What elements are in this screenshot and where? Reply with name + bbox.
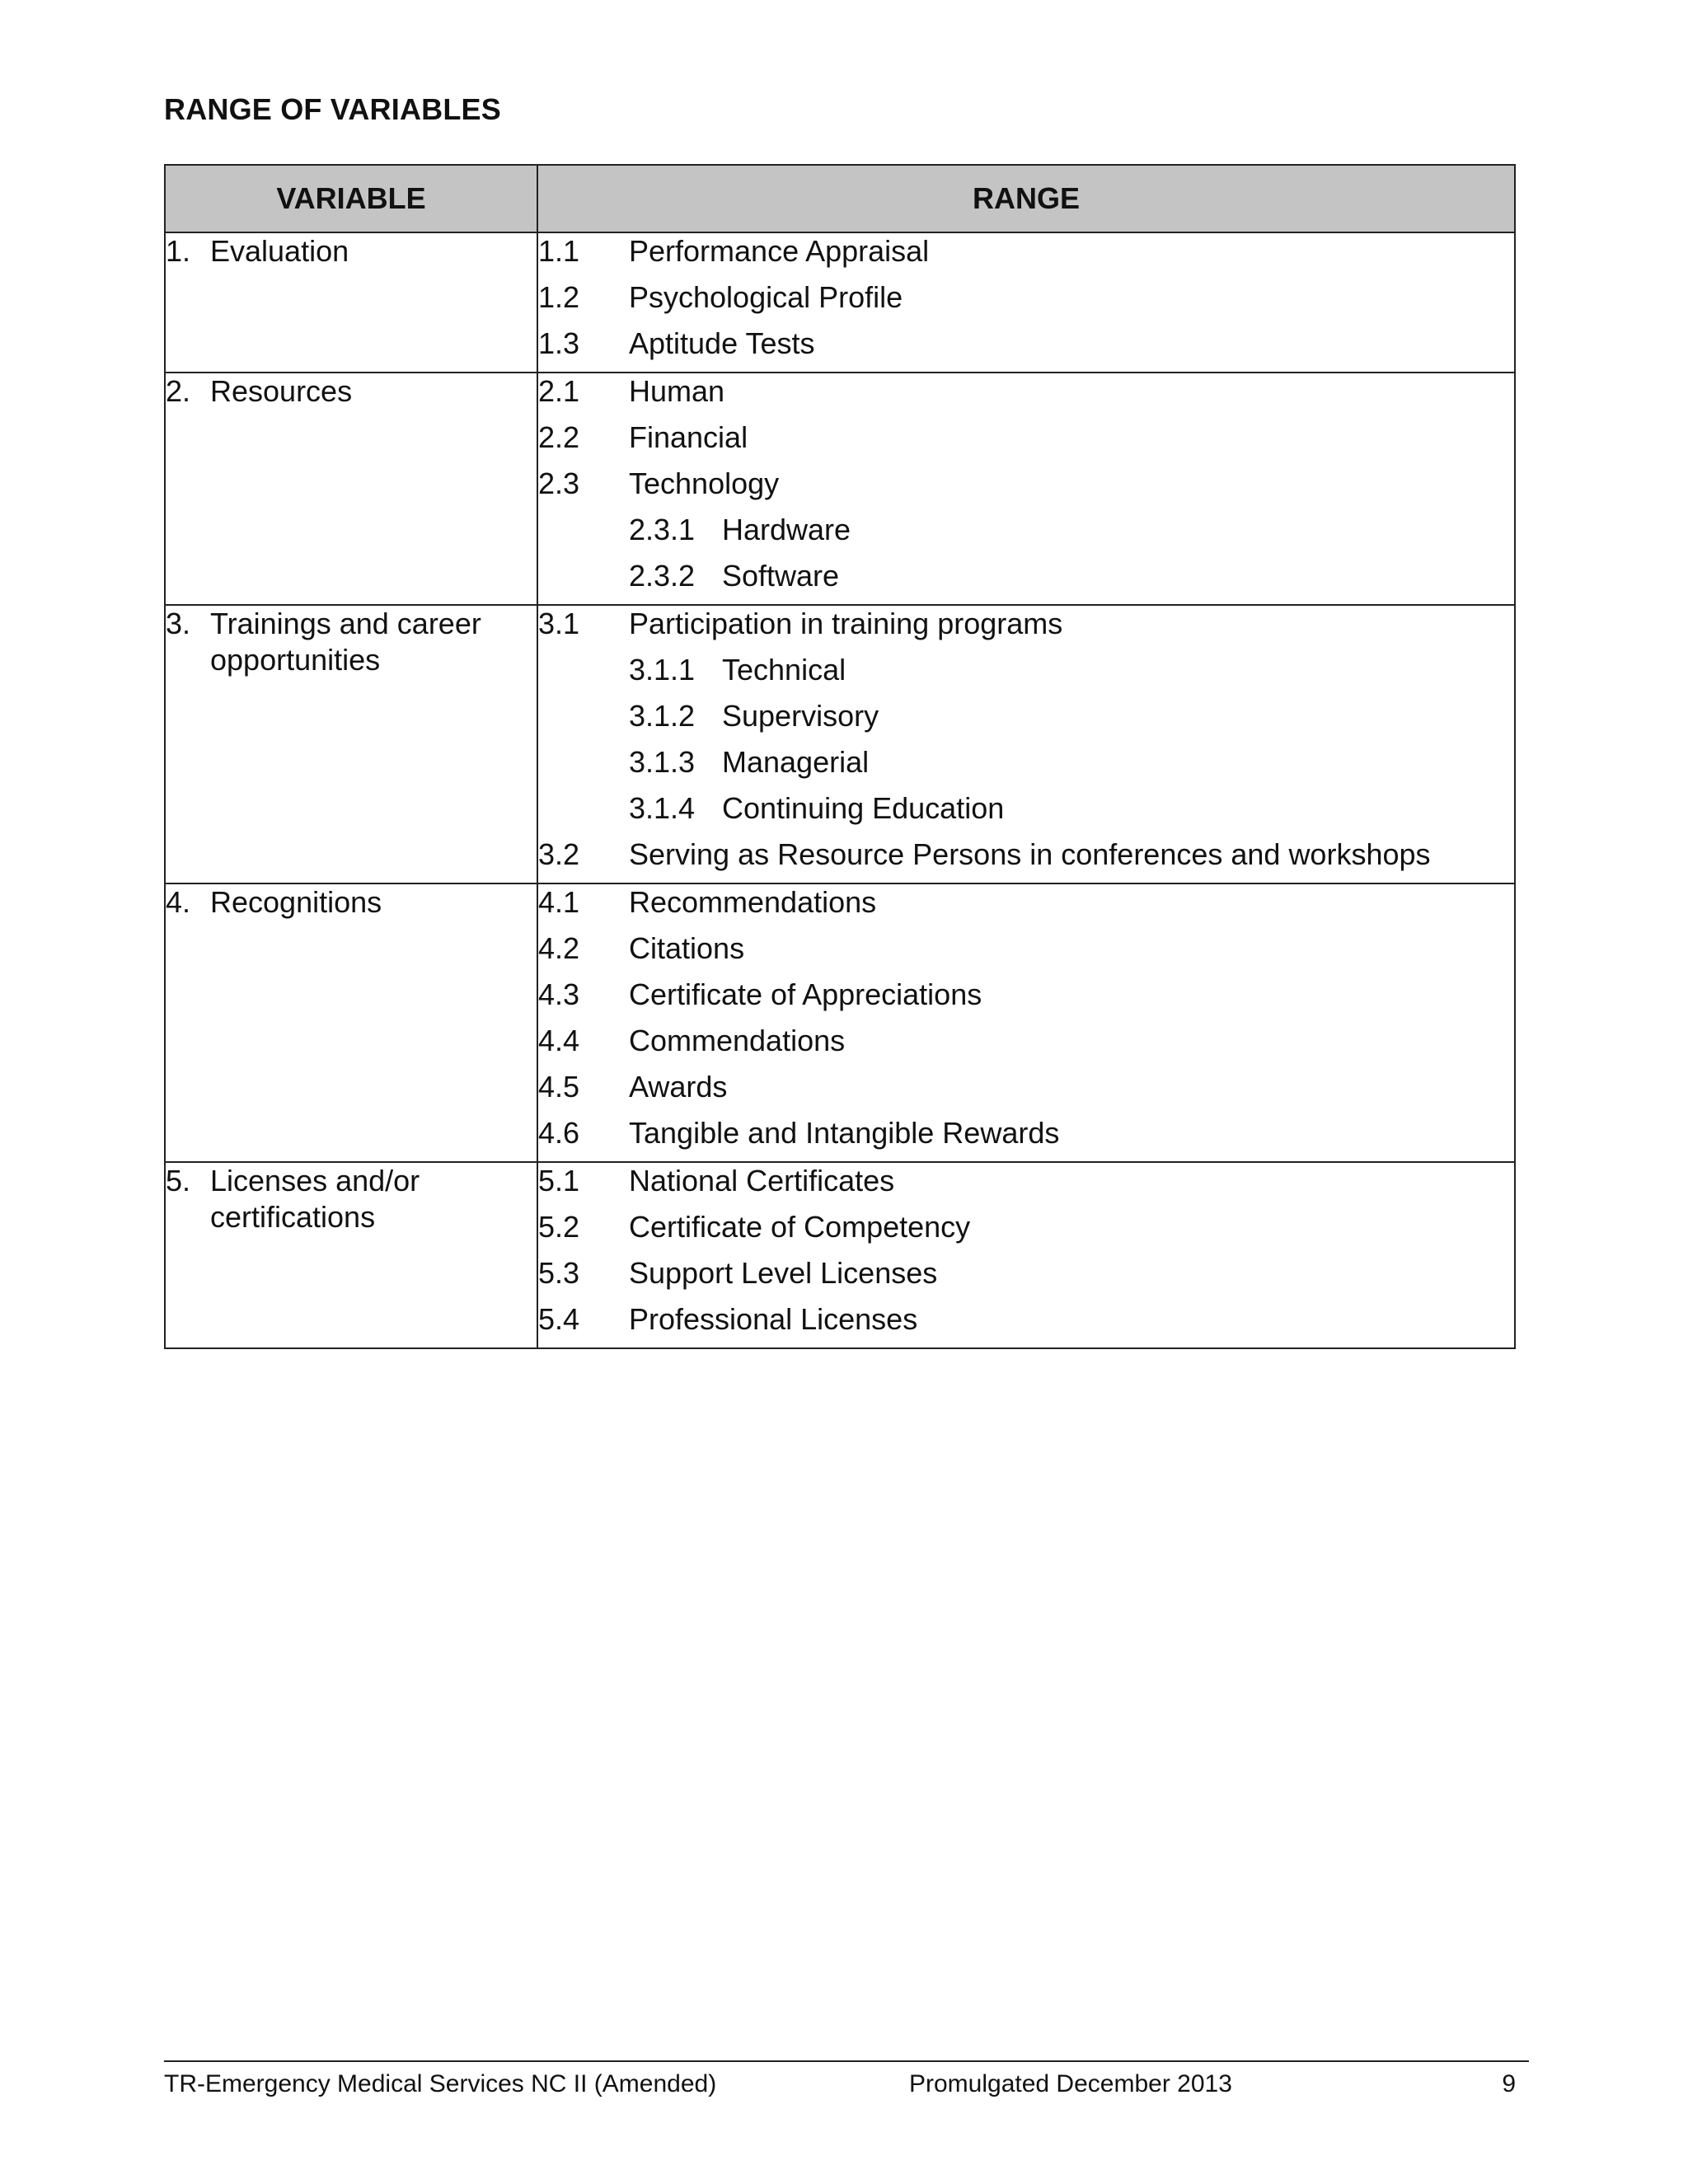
range-subitem-text: Managerial xyxy=(722,745,870,779)
table-row xyxy=(165,605,1515,883)
range-subitem-number: 3.1.2 xyxy=(629,699,696,733)
range-item-number: 4.2 xyxy=(538,931,580,965)
range-cell xyxy=(537,373,1515,605)
range-subitem-text: Technical xyxy=(722,653,846,687)
header-variable: VARIABLE xyxy=(165,165,537,232)
range-item-number: 4.4 xyxy=(538,1024,580,1057)
range-item-text: Support Level Licenses xyxy=(629,1256,938,1290)
range-item xyxy=(538,1301,1514,1347)
variable-entry xyxy=(166,1163,537,1235)
range-item-number: 5.2 xyxy=(538,1210,580,1244)
range-item xyxy=(538,1023,1514,1069)
range-item-number: 4.6 xyxy=(538,1116,580,1150)
range-item xyxy=(538,1115,1514,1161)
range-item xyxy=(538,1209,1514,1255)
range-item-text: Human xyxy=(629,374,725,408)
variable-cell xyxy=(165,1162,537,1348)
range-item xyxy=(538,977,1514,1023)
range-subitem xyxy=(538,698,1514,744)
range-item xyxy=(538,884,1514,930)
range-item-text: Aptitude Tests xyxy=(629,326,815,360)
range-item-text: Serving as Resource Persons in conferences and workshops xyxy=(629,837,1431,871)
range-item-number: 1.1 xyxy=(538,234,580,268)
range-item-text: Financial xyxy=(629,420,748,454)
range-item xyxy=(538,1255,1514,1301)
range-item-text: Commendations xyxy=(629,1024,846,1057)
variable-number: 5. xyxy=(166,1164,191,1197)
range-subitem-number: 3.1.1 xyxy=(629,653,696,687)
footer-promulgation-date: Promulgated December 2013 xyxy=(909,2070,1232,2097)
range-item-text: Tangible and Intangible Rewards xyxy=(629,1116,1060,1150)
range-cell xyxy=(537,232,1515,373)
range-item-text: Certificate of Appreciations xyxy=(629,977,982,1011)
range-item-number: 5.1 xyxy=(538,1164,580,1197)
range-subitem xyxy=(538,744,1514,790)
range-item xyxy=(538,419,1514,466)
range-item-number: 2.3 xyxy=(538,466,580,500)
table-body xyxy=(165,232,1515,1348)
header-range: RANGE xyxy=(537,165,1515,232)
range-cell xyxy=(537,605,1515,883)
range-subitem xyxy=(538,558,1514,604)
range-item-number: 4.1 xyxy=(538,885,580,919)
table-row xyxy=(165,883,1515,1162)
range-item-number: 2.1 xyxy=(538,374,580,408)
variable-label: Evaluation xyxy=(210,234,349,268)
range-item-text: Performance Appraisal xyxy=(629,234,930,268)
range-subitem-text: Hardware xyxy=(722,513,851,546)
variable-label: Trainings and career opportunities xyxy=(210,607,481,677)
variable-number: 2. xyxy=(166,374,191,408)
range-item-number: 5.4 xyxy=(538,1302,580,1336)
table-row xyxy=(165,232,1515,373)
range-item-text: Participation in training programs xyxy=(629,607,1063,640)
variable-label: Recognitions xyxy=(210,885,382,919)
range-subitem-text: Software xyxy=(722,559,840,593)
variable-cell xyxy=(165,373,537,605)
range-item-number: 1.2 xyxy=(538,280,580,314)
range-subitem xyxy=(538,790,1514,837)
range-item-number: 3.2 xyxy=(538,837,580,871)
variable-cell xyxy=(165,883,537,1162)
footer-divider xyxy=(164,2060,1529,2062)
range-item-text: Awards xyxy=(629,1070,728,1104)
range-subitem xyxy=(538,512,1514,558)
variable-entry xyxy=(166,373,537,410)
variable-cell xyxy=(165,605,537,883)
range-subitem xyxy=(538,652,1514,698)
footer-document-title: TR-Emergency Medical Services NC II (Amended) xyxy=(164,2070,717,2097)
range-item-number: 5.3 xyxy=(538,1256,580,1290)
range-cell xyxy=(537,883,1515,1162)
range-item xyxy=(538,279,1514,326)
table-row xyxy=(165,373,1515,605)
variable-cell xyxy=(165,232,537,373)
variable-entry xyxy=(166,606,537,678)
page-title: RANGE OF VARIABLES xyxy=(164,92,501,126)
range-item-number: 2.2 xyxy=(538,420,580,454)
variable-number: 3. xyxy=(166,607,191,640)
range-item-text: Certificate of Competency xyxy=(629,1210,971,1244)
range-item-text: National Certificates xyxy=(629,1164,895,1197)
range-subitem-number: 2.3.2 xyxy=(629,559,696,593)
range-item-text: Professional Licenses xyxy=(629,1302,918,1336)
range-item-text: Technology xyxy=(629,466,780,500)
variable-label: Resources xyxy=(210,374,353,408)
range-item xyxy=(538,837,1514,883)
range-item-text: Citations xyxy=(629,931,745,965)
variable-entry xyxy=(166,884,537,921)
range-item-number: 1.3 xyxy=(538,326,580,360)
range-item-number: 4.3 xyxy=(538,977,580,1011)
range-subitem-number: 3.1.3 xyxy=(629,745,696,779)
table-header-row xyxy=(165,165,1515,232)
range-item xyxy=(538,233,1514,279)
table-row xyxy=(165,1162,1515,1348)
range-cell xyxy=(537,1162,1515,1348)
range-item-number: 4.5 xyxy=(538,1070,580,1104)
range-subitem-text: Supervisory xyxy=(722,699,879,733)
variable-label: Licenses and/or certifications xyxy=(210,1164,420,1234)
range-item xyxy=(538,1163,1514,1209)
range-subitem-number: 3.1.4 xyxy=(629,791,696,825)
range-item xyxy=(538,930,1514,977)
range-item xyxy=(538,466,1514,512)
range-item-text: Psychological Profile xyxy=(629,280,903,314)
variable-number: 4. xyxy=(166,885,191,919)
page-footer xyxy=(164,2070,1516,2103)
range-item xyxy=(538,606,1514,652)
range-item xyxy=(538,326,1514,372)
variable-number: 1. xyxy=(166,234,191,268)
range-item-number: 3.1 xyxy=(538,607,580,640)
variable-entry xyxy=(166,233,537,269)
range-subitem-number: 2.3.1 xyxy=(629,513,696,546)
range-item xyxy=(538,1069,1514,1115)
range-item xyxy=(538,373,1514,419)
range-item-text: Recommendations xyxy=(629,885,877,919)
range-of-variables-table xyxy=(164,164,1516,1349)
footer-page-number: 9 xyxy=(1502,2070,1516,2097)
range-subitem-text: Continuing Education xyxy=(722,791,1005,825)
